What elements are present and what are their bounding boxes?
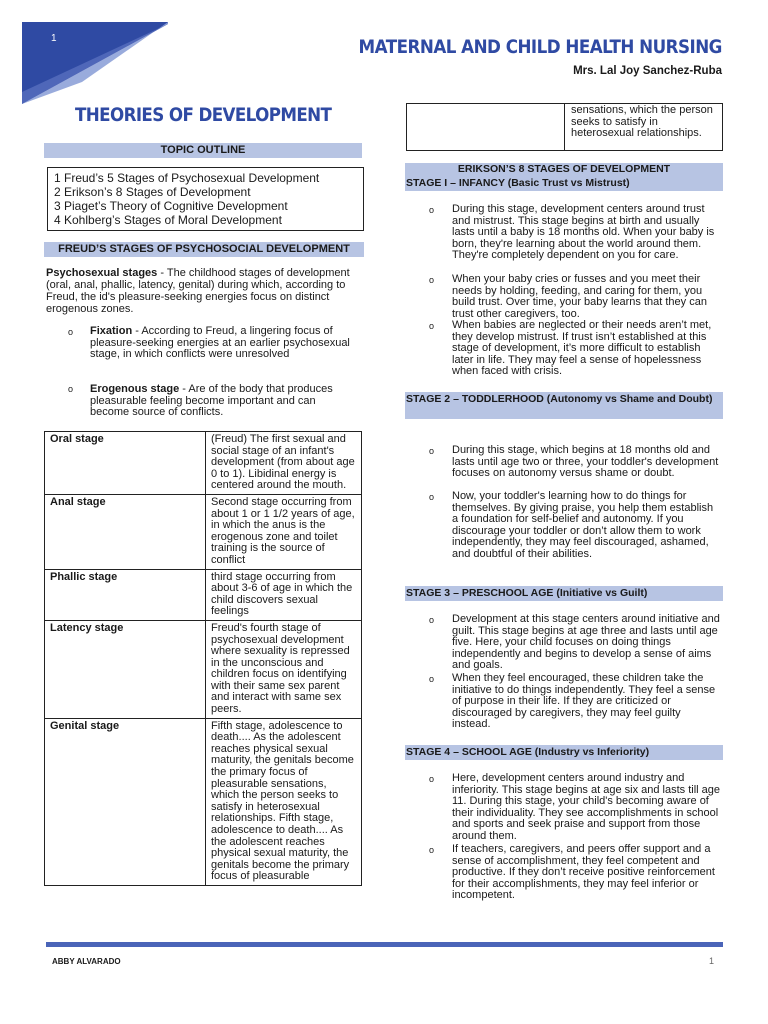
stage-2-heading: STAGE 2 – TODDLERHOOD (Autonomy vs Shame and Doubt) [405,392,723,419]
stage-name: Oral stage [45,432,206,495]
outline-item: 3 Piaget’s Theory of Cognitive Development [54,199,288,213]
author-name: Mrs. Lal Joy Sanchez-Ruba [573,65,722,77]
section-title: THEORIES OF DEVELOPMENT [75,104,332,126]
stage-name: Phallic stage [45,569,206,620]
corner-decoration [22,22,168,104]
table-row [45,569,362,620]
erikson-heading: ERIKSON’S 8 STAGES OF DEVELOPMENT [405,163,723,176]
bullet-marker: o [429,275,435,285]
bullet-marker: o [429,845,435,855]
stage-description: Freud's fourth stage of psychosexual development where sexuality is repressed in the unconscious and children focus on identifying with their same sex parent and interact with same sex peers. [206,620,362,718]
stage-name: Latency stage [45,620,206,718]
stage-name: Anal stage [45,494,206,569]
footer-page-number: 1 [709,956,715,966]
stage-1-bullet: When your baby cries or fusses and you meet their needs by holding, feeding, and caring for them, you build trust. Over time, your baby learns that they can trust other caregivers, too. [452,273,707,320]
stage-2-bullet: During this stage, which begins at 18 months old and lasts until age two or three, your toddler's development focuses on autonomy versus shame or doubt. [452,444,719,479]
stage-1-bullet: During this stage, development centers around trust and mistrust. This stage begins at birth and usually lasts until a baby is 18 months old. When your baby is born, they're learning about the world around them. They're completely dependent on you for care. [452,203,715,261]
freud-heading: FREUD’S STAGES OF PSYCHOSOCIAL DEVELOPMENT [44,242,364,257]
topic-outline-heading: TOPIC OUTLINE [44,143,362,158]
bullet-marker: o [429,321,435,331]
stage-description: Fifth stage, adolescence to death.... As the adolescent reaches physical sexual maturity, the genitals become the primary focus of pleasurable sensations, which the person seeks to satisfy in heterosexual relationships. Fifth stage, adolescence to death.... As the adolescent reaches physical sexual maturity, the genitals become the primary focus of pleasurable [206,718,362,885]
stage-description: Second stage occurring from about 1 or 1 1/2 years of age, in which the anus is the erogenous zone and toilet training is the source of conflict [206,494,362,569]
continued-cell-text: sensations, which the person seeks to satisfy in heterosexual relationships. [571,104,713,139]
fixation-term: Fixation [90,325,133,337]
bullet-marker: o [429,446,435,456]
erogenous-text: - Are of the body that produces pleasurable feeling become important and can become source of conflicts. [90,383,333,418]
outline-item: 2 Erikson’s 8 Stages of Development [54,185,251,199]
bullet-marker: o [429,674,435,684]
bullet-marker: o [429,205,435,215]
footer-rule [46,942,723,947]
stage-name: Genital stage [45,718,206,885]
table-row [45,494,362,569]
psychosexual-term: Psychosexual stages [46,267,158,279]
stage-description: third stage occurring from about 3-6 of age in which the child discovers sexual feelings [206,569,362,620]
bullet-marker: o [68,327,74,337]
erogenous-term: Erogenous stage [90,383,180,395]
outline-item: 1 Freud’s 5 Stages of Psychosexual Development [54,171,320,185]
psychosexual-definition: - The childhood stages of development (oral, anal, phallic, latency, genital) during which, according to Freud, the id's pleasure-seeking energies focus on distinct erogenous zones. [46,267,350,315]
footer-author: ABBY ALVARADO [52,957,121,966]
stage-3-bullet: When they feel encouraged, these children take the initiative to do things independently. They feel a sense of purpose in their life. If they are criticized or discouraged by caregivers, they may feel guilty instead. [452,672,716,730]
continued-table [406,103,723,151]
table-row [45,620,362,718]
stage-4-bullet: Here, development centers around industry and inferiority. This stage begins at age six and lasts till age 11. During this stage, your child's becoming aware of their individuality. They see accomplishments in school and sports and seek praise and support from those around them. [452,772,721,842]
stage-description: (Freud) The first sexual and social stage of an infant's development (from about age 0 to 1). Libidinal energy is centered around the mouth. [206,432,362,495]
freud-stages-table [44,431,362,886]
stage-1-heading: STAGE I – INFANCY (Basic Trust vs Mistrust) [405,176,723,191]
bullet-marker: o [429,492,435,502]
bullet-marker: o [429,615,435,625]
topic-outline-box [47,167,364,231]
table-row [45,718,362,885]
table-row [45,432,362,495]
stage-4-bullet: If teachers, caregivers, and peers offer support and a sense of accomplishment, they feel competent and productive. If they don’t receive positive reinforcement for their accomplishments, they may feel inferior or incompetent. [452,843,715,901]
stage-1-bullet: When babies are neglected or their needs aren’t met, they develop mistrust. If trust isn’t established at this stage of development, it’s more difficult to establish later in life. They may feel a sense of hopelessness when faced with crisis. [452,319,712,377]
fixation-bullet [90,326,356,361]
psychosexual-paragraph [46,267,356,315]
table-divider [564,104,565,150]
stage-3-bullet: Development at this stage centers around initiative and guilt. This stage begins at age three and lasts until age five. Here, your child focuses on doing things independently and begins to develop a sense of aims and goals. [452,613,720,671]
erogenous-bullet [90,384,356,419]
bullet-marker: o [68,384,74,394]
document-title: MATERNAL AND CHILD HEALTH NURSING [358,36,722,58]
stage-2-bullet: Now, your toddler's learning how to do things for themselves. By giving praise, you help them establish a foundation for self-belief and autonomy. If you discourage your toddler or don’t allow them to work independently, they may feel discouraged, ashamed, and doubtful of their abilities. [452,490,714,560]
corner-page-number: 1 [51,33,57,44]
stage-4-heading: STAGE 4 – SCHOOL AGE (Industry vs Inferiority) [405,745,723,760]
fixation-text: - According to Freud, a lingering focus of pleasure-seeking energies at an earlier psychosexual stage, in which conflicts were unresolved [90,325,350,360]
outline-item: 4 Kohlberg’s Stages of Moral Development [54,213,282,227]
bullet-marker: o [429,774,435,784]
stage-3-heading: STAGE 3 – PRESCHOOL AGE (Initiative vs Guilt) [405,586,723,601]
